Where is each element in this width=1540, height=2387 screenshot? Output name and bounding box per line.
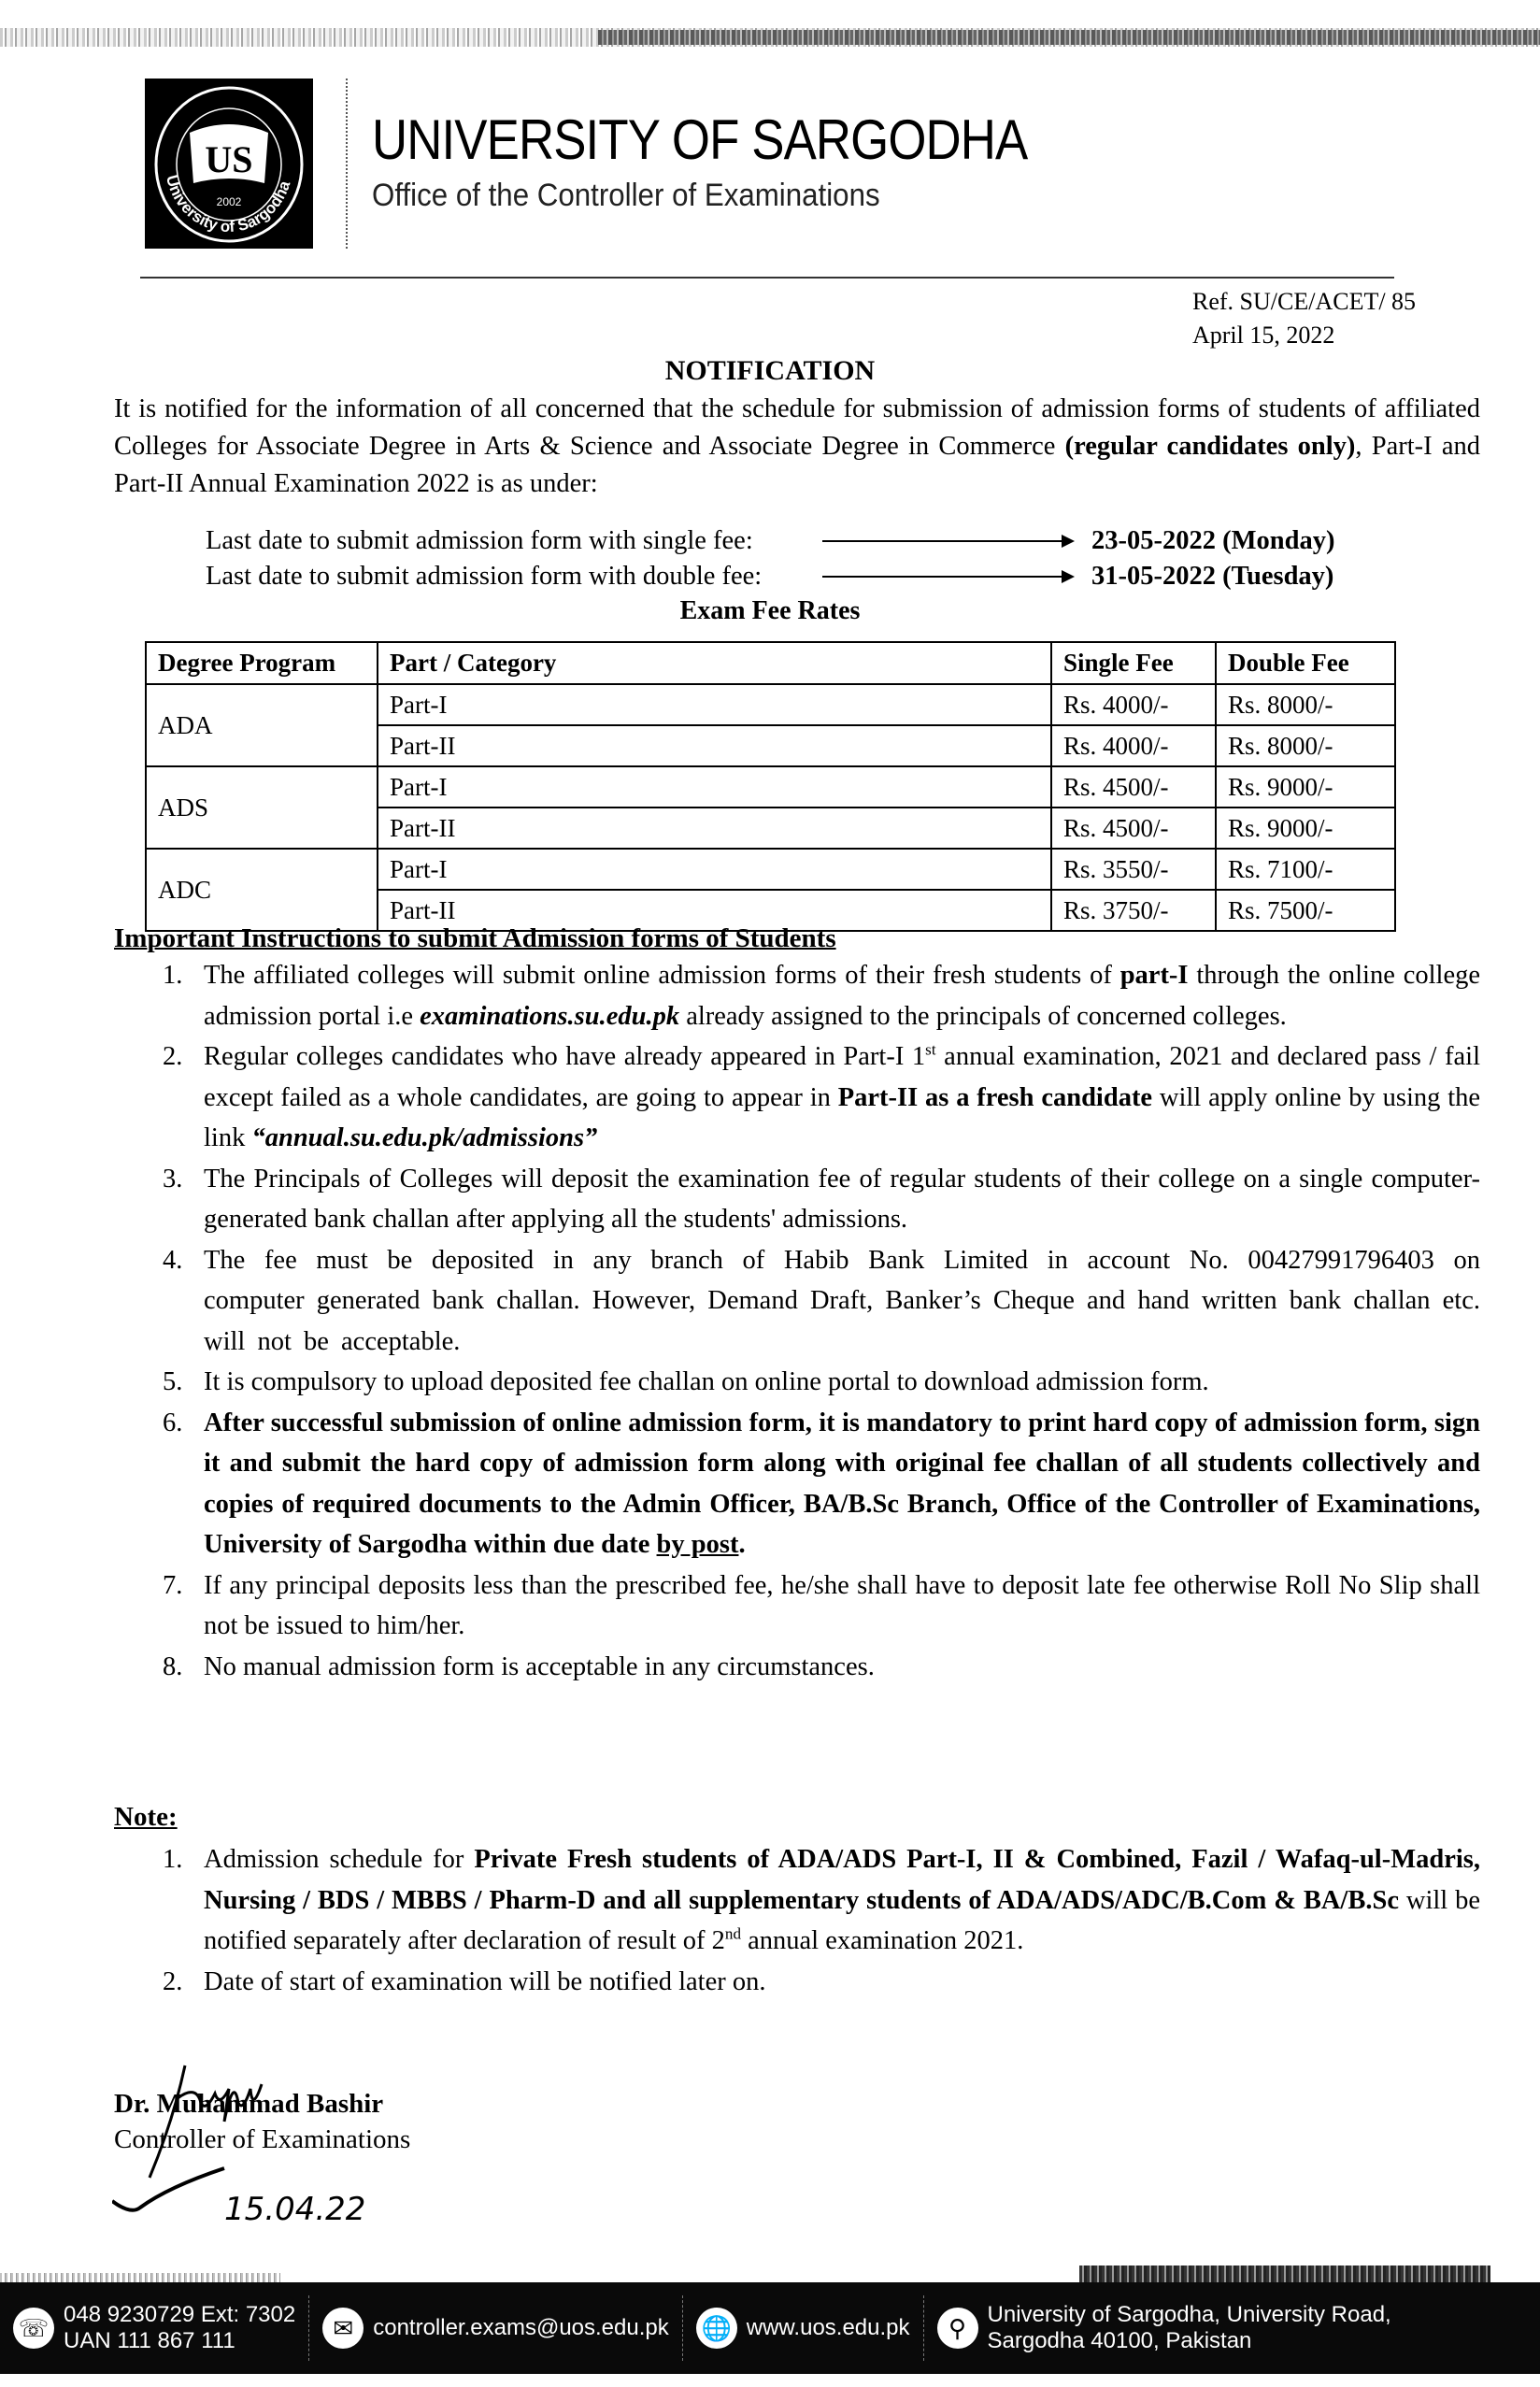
- item-number: 7.: [163, 1570, 183, 1600]
- double-fee-cell: Rs. 8000/-: [1216, 725, 1395, 766]
- part-cell: Part-I: [378, 684, 1051, 725]
- map-pin-icon: ⚲: [937, 2308, 978, 2349]
- handwritten-date: 15.04.22: [224, 2191, 366, 2224]
- intro-text-end: , Part-I and Part-II Annual Examination 2022 is as under:: [114, 432, 1480, 498]
- deadline-list: [206, 523, 1420, 594]
- single-fee-cell: Rs. 4500/-: [1051, 808, 1216, 849]
- deadline-date: 31-05-2022 (Tuesday): [1091, 562, 1334, 591]
- item-text: Regular colleges candidates who have already appeared in Part-I 1: [204, 1042, 926, 1071]
- fee-table: [145, 641, 1396, 932]
- double-fee-cell: Rs. 7100/-: [1216, 849, 1395, 890]
- item-text: The Principals of Colleges will deposit the examination fee of regular students of their college on a single computer-generated bank challan after applying all the students' admissions.: [204, 1164, 1480, 1234]
- ordinal-suffix: st: [925, 1040, 936, 1059]
- item-text: The affiliated colleges will submit online admission forms of their fresh students of: [204, 961, 1120, 990]
- note-heading: Note:: [114, 1802, 178, 1832]
- item-bold: Private Fresh students of ADA/ADS Part-I, II & Combined, Fazil / Wafaq-ul-Madris, Nursing / BDS / MBBS / Pharm-D and all supplementary students of ADA/ADS/ADC/B.Com & BA/B.Sc: [204, 1845, 1481, 1915]
- item-text: annual examination, 2021 and declared pass / fail except failed as a whole candidates, are going to appear in: [204, 1042, 1480, 1112]
- list-item: [114, 1565, 1480, 1647]
- double-fee-cell: Rs. 9000/-: [1216, 808, 1395, 849]
- signatory-role: Controller of Examinations: [114, 2124, 411, 2154]
- item-text: annual examination 2021.: [740, 1926, 1024, 1955]
- part-cell: Part-I: [378, 766, 1051, 808]
- item-text: already assigned to the principals of concerned colleges.: [679, 1001, 1287, 1031]
- degree-program-cell: ADA: [146, 684, 378, 766]
- website-link[interactable]: www.uos.edu.pk: [746, 2315, 910, 2340]
- list-item: [114, 1403, 1480, 1565]
- handwritten-signature: [112, 2047, 505, 2224]
- table-row: [146, 684, 1395, 725]
- fee-table-header: [146, 642, 1395, 684]
- header-divider: [346, 79, 348, 249]
- phone-icon: ☏: [13, 2308, 54, 2349]
- header-double-fee: Double Fee: [1216, 642, 1395, 684]
- intro-text: It is notified for the information of all concerned that the schedule for submission of admission forms of students of affiliated Colleges for Associate Degree in Arts & Science and Associate Degree in Commerce: [114, 394, 1480, 461]
- header-single-fee: Single Fee: [1051, 642, 1216, 684]
- list-item: [114, 1362, 1480, 1403]
- footer-email: [309, 2295, 683, 2361]
- ordinal-suffix: nd: [724, 1924, 741, 1943]
- reference-date: April 15, 2022: [1192, 322, 1335, 349]
- logo-monogram: US: [205, 138, 253, 180]
- instructions-list: [114, 955, 1480, 1687]
- list-item: [114, 1159, 1480, 1240]
- list-item: [114, 1647, 1480, 1688]
- deadline-double-fee: [206, 559, 1420, 594]
- item-bold: After successful submission of online admission form, it is mandatory to print hard copy of admission form, sign it and submit the hard copy of admission form along with original fee challan of all students collectively and copies of required documents to the Admin Officer, BA/B.Sc Branch, Office of the Controller of Examinations, University of Sargodha within due date: [204, 1408, 1480, 1559]
- address-line: University of Sargodha, University Road,: [987, 2302, 1391, 2327]
- item-number: 5.: [163, 1367, 183, 1396]
- notes-list: [114, 1839, 1480, 2002]
- item-text: .: [738, 1530, 746, 1559]
- single-fee-cell: Rs. 4000/-: [1051, 725, 1216, 766]
- fee-table-title: Exam Fee Rates: [679, 596, 861, 625]
- address-line: Sargodha 40100, Pakistan: [987, 2328, 1252, 2353]
- item-text: The fee must be deposited in any branch of Habib Bank Limited in account No. 00427991796403 on computer generated bank challan. However, Demand Draft, Banker’s Cheque and hand written bank challan etc. will not be acceptable.: [204, 1245, 1480, 1356]
- logo-ring-text: University of Sargodha: [163, 173, 294, 236]
- notification-intro: [114, 391, 1480, 503]
- single-fee-cell: Rs. 3750/-: [1051, 890, 1216, 931]
- item-bold: part-I: [1119, 961, 1189, 990]
- item-number: 8.: [163, 1651, 183, 1681]
- table-row: [146, 766, 1395, 808]
- list-item: [114, 955, 1480, 1036]
- phone-number: 048 9230729 Ext: 7302: [64, 2302, 296, 2327]
- contact-footer: [0, 2282, 1540, 2374]
- list-item: [114, 1036, 1480, 1159]
- deadline-label: Last date to submit admission form with double fee:: [206, 562, 763, 591]
- item-text: will apply online by using the link: [204, 1082, 1481, 1152]
- reference-block: [1192, 285, 1416, 352]
- footer-phone: [0, 2295, 309, 2361]
- part-cell: Part-II: [378, 890, 1051, 931]
- scan-noise-footer-right: [1079, 2266, 1490, 2284]
- degree-program-cell: ADC: [146, 849, 378, 931]
- item-text: No manual admission form is acceptable in any circumstances.: [204, 1651, 875, 1681]
- list-item: [114, 1962, 1480, 2003]
- item-text: will be notified separately after declaration of result of 2: [204, 1885, 1480, 1955]
- envelope-icon: ✉: [322, 2308, 364, 2349]
- reference-number: Ref. SU/CE/ACET/ 85: [1192, 288, 1417, 315]
- part-cell: Part-II: [378, 808, 1051, 849]
- header-rule: [140, 277, 1394, 279]
- single-fee-cell: Rs. 4500/-: [1051, 766, 1216, 808]
- item-text: through the online college admission portal i.e: [204, 961, 1480, 1031]
- header-degree-program: Degree Program: [146, 642, 378, 684]
- part-cell: Part-II: [378, 725, 1051, 766]
- single-fee-cell: Rs. 4000/-: [1051, 684, 1216, 725]
- degree-program-cell: ADS: [146, 766, 378, 849]
- admissions-link[interactable]: “annual.su.edu.pk/admissions”: [251, 1123, 598, 1152]
- deadline-single-fee: [206, 523, 1420, 559]
- part-cell: Part-I: [378, 849, 1051, 890]
- deadline-date: 23-05-2022 (Monday): [1091, 526, 1335, 555]
- item-text: Admission schedule for: [204, 1845, 475, 1874]
- single-fee-cell: Rs. 3550/-: [1051, 849, 1216, 890]
- instructions-heading: Important Instructions to submit Admission forms of Students: [114, 923, 836, 953]
- list-item: [114, 1240, 1480, 1363]
- double-fee-cell: Rs. 8000/-: [1216, 684, 1395, 725]
- uan-number: UAN 111 867 111: [64, 2328, 235, 2353]
- footer-website: [683, 2295, 924, 2361]
- logo-year: 2002: [216, 195, 242, 208]
- item-number: 2.: [163, 1966, 183, 1996]
- portal-link[interactable]: examinations.su.edu.pk: [420, 1001, 680, 1031]
- double-fee-cell: Rs. 9000/-: [1216, 766, 1395, 808]
- item-text: Date of start of examination will be notified later on.: [204, 1966, 766, 1996]
- deadline-label: Last date to submit admission form with single fee:: [206, 526, 753, 555]
- item-number: 6.: [163, 1408, 183, 1437]
- item-number: 1.: [163, 961, 183, 990]
- email-link[interactable]: controller.exams@uos.edu.pk: [373, 2315, 669, 2340]
- double-fee-cell: Rs. 7500/-: [1216, 890, 1395, 931]
- item-underlined: by post: [656, 1530, 739, 1559]
- list-item: [114, 1839, 1480, 1962]
- item-bold: Part-II as a fresh candidate: [837, 1082, 1153, 1112]
- globe-icon: 🌐: [696, 2308, 737, 2349]
- item-number: 4.: [163, 1245, 183, 1275]
- header-part-category: Part / Category: [378, 642, 1051, 684]
- university-title: UNIVERSITY OF SARGODHA: [372, 108, 1028, 171]
- arrow-right-icon: [822, 532, 1075, 550]
- table-row: [146, 849, 1395, 890]
- signatory-name: Dr. Muhammad Bashir: [114, 2089, 384, 2119]
- item-number: 3.: [163, 1164, 183, 1194]
- arrow-right-icon: [822, 567, 1075, 586]
- item-number: 2.: [163, 1042, 183, 1071]
- item-number: 1.: [163, 1845, 183, 1874]
- item-text: It is compulsory to upload deposited fee challan on online portal to download admission form.: [204, 1367, 1209, 1396]
- university-logo: [145, 79, 313, 249]
- notification-heading: NOTIFICATION: [664, 355, 876, 386]
- footer-address: [924, 2295, 1405, 2361]
- office-subtitle: Office of the Controller of Examinations: [372, 178, 880, 213]
- intro-bold: (regular candidates only): [1064, 432, 1356, 461]
- item-text: If any principal deposits less than the prescribed fee, he/she shall have to deposit late fee otherwise Roll No Slip shall not be issued to him/her.: [204, 1570, 1480, 1640]
- scan-noise-top: [0, 28, 1540, 47]
